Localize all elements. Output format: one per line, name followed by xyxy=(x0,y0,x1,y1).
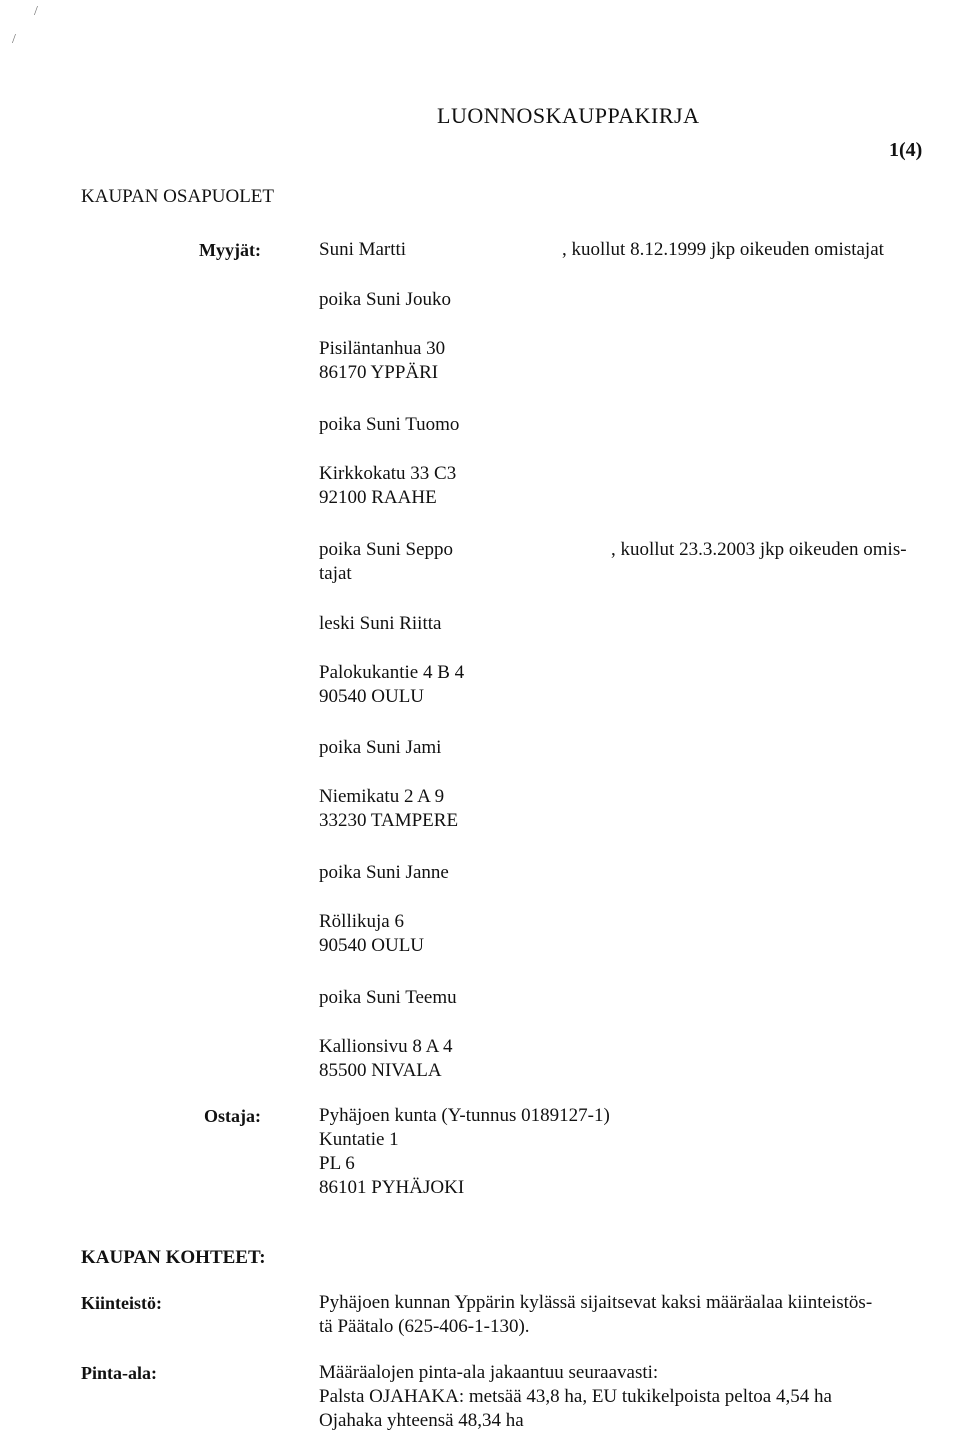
seller-seppo-note-cont: tajat xyxy=(319,563,352,584)
buyer-line: 86101 PYHÄJOKI xyxy=(319,1177,465,1198)
buyer-line: Pyhäjoen kunta (Y-tunnus 0189127-1) xyxy=(319,1105,610,1126)
scan-mark-2: / xyxy=(12,32,16,47)
address-line: 85500 NIVALA xyxy=(319,1060,442,1081)
property-line: tä Päätalo (625-406-1-130). xyxy=(319,1316,530,1337)
address-line: 92100 RAAHE xyxy=(319,487,437,508)
address-line: Kallionsivu 8 A 4 xyxy=(319,1036,453,1057)
property-line: Pyhäjoen kunnan Yppärin kylässä sijaitsevat kaksi määräalaa kiinteistös- xyxy=(319,1292,873,1313)
area-line: Ojahaka yhteensä 48,34 ha xyxy=(319,1410,524,1431)
property-description xyxy=(319,1291,872,1339)
section-heading-parties: KAUPAN OSAPUOLET xyxy=(81,186,275,207)
seller-janne-address xyxy=(319,910,424,958)
seller-tuomo: poika Suni Tuomo xyxy=(319,414,460,435)
address-line: Pisiläntanhua 30 xyxy=(319,338,446,359)
area-line: Palsta OJAHAKA: metsää 43,8 ha, EU tukikelpoista peltoa 4,54 ha xyxy=(319,1386,832,1407)
page-number: 1(4) xyxy=(889,139,923,161)
seller-jami: poika Suni Jami xyxy=(319,737,442,758)
seller-jami-address xyxy=(319,785,458,833)
sellers-label: Myyjät: xyxy=(199,240,261,260)
buyer-details xyxy=(319,1104,610,1200)
address-line: Niemikatu 2 A 9 xyxy=(319,786,445,807)
area-description xyxy=(319,1361,832,1433)
buyer-label: Ostaja: xyxy=(204,1106,261,1126)
seller-tuomo-address xyxy=(319,462,456,510)
address-line: 86170 YPPÄRI xyxy=(319,362,439,383)
address-line: 33230 TAMPERE xyxy=(319,810,459,831)
scan-mark-1: / xyxy=(34,4,38,19)
area-line: Määräalojen pinta-ala jakaantuu seuraavasti: xyxy=(319,1362,659,1383)
area-label: Pinta-ala: xyxy=(81,1363,157,1383)
document-title: LUONNOSKAUPPAKIRJA xyxy=(437,103,700,128)
seller-martti-note: , kuollut 8.12.1999 jkp oikeuden omistajat xyxy=(562,239,884,260)
seller-teemu-address xyxy=(319,1035,453,1083)
address-line: Röllikuja 6 xyxy=(319,911,404,932)
seller-janne: poika Suni Janne xyxy=(319,862,449,883)
address-line: Kirkkokatu 33 C3 xyxy=(319,463,457,484)
section-heading-objects: KAUPAN KOHTEET: xyxy=(81,1247,266,1268)
seller-jouko-address xyxy=(319,337,445,385)
address-line: 90540 OULU xyxy=(319,935,425,956)
seller-teemu: poika Suni Teemu xyxy=(319,987,457,1008)
address-line: Palokukantie 4 B 4 xyxy=(319,662,465,683)
seller-riitta: leski Suni Riitta xyxy=(319,613,442,634)
buyer-line: Kuntatie 1 xyxy=(319,1129,399,1150)
seller-riitta-address xyxy=(319,661,464,709)
seller-jouko: poika Suni Jouko xyxy=(319,289,451,310)
property-label: Kiinteistö: xyxy=(81,1293,162,1313)
buyer-line: PL 6 xyxy=(319,1153,355,1174)
address-line: 90540 OULU xyxy=(319,686,425,707)
seller-seppo: poika Suni Seppo xyxy=(319,539,454,560)
seller-martti-name: Suni Martti xyxy=(319,239,407,260)
seller-seppo-note: , kuollut 23.3.2003 jkp oikeuden omis- xyxy=(611,539,907,560)
